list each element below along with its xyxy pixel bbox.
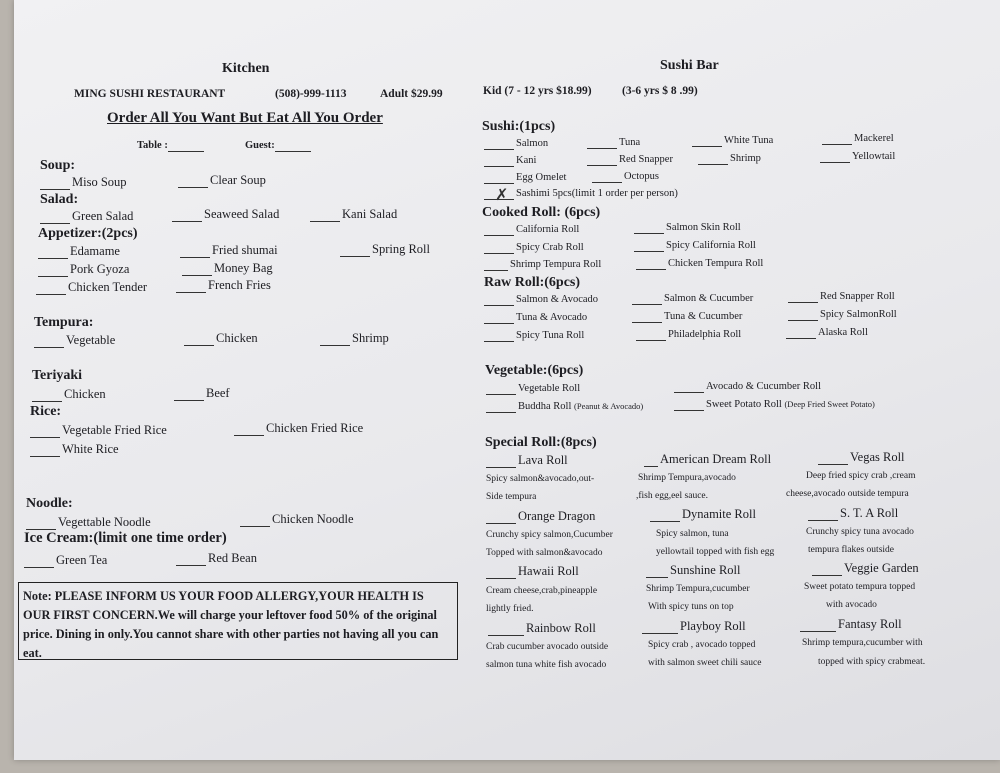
menu-item-dynamite-roll[interactable]: Dynamite Roll [650, 507, 756, 522]
buddha-roll-note: (Peanut & Avocado) [574, 401, 644, 411]
playboy-roll-desc: Spicy crab , avocado topped [648, 640, 756, 650]
menu-item-edamame[interactable]: Edamame [38, 244, 120, 259]
menu-item-octopus[interactable]: Octopus [592, 170, 659, 183]
lava-roll-desc-2: Side tempura [486, 492, 537, 502]
menu-item-vegetable-tempura[interactable]: Vegetable [34, 333, 115, 348]
menu-item-hawaii-roll[interactable]: Hawaii Roll [486, 564, 579, 579]
menu-item-vegetable-roll[interactable]: Vegetable Roll [486, 382, 580, 395]
menu-item-tuna-avocado[interactable]: Tuna & Avocado [484, 311, 587, 324]
menu-item-sunshine-roll[interactable]: Sunshine Roll [646, 563, 741, 578]
menu-item-orange-dragon[interactable]: Orange Dragon [486, 509, 595, 524]
hawaii-roll-desc: Cream cheese,crab,pineapple [486, 586, 598, 596]
check-mark-icon: ✗ [495, 187, 509, 204]
menu-item-spicy-salmon-roll[interactable]: Spicy SalmonRoll [788, 308, 897, 321]
guest-field[interactable] [245, 139, 313, 152]
kitchen-title: Kitchen [222, 61, 270, 76]
menu-item-vegetable-fried-rice[interactable]: Vegetable Fried Rice [30, 423, 167, 438]
menu-item-clear-soup[interactable]: Clear Soup [178, 173, 266, 188]
veggie-garden-desc-2: with avocado [826, 600, 877, 610]
lava-roll-desc: Spicy salmon&avocado,out- [486, 474, 595, 484]
menu-item-red-snapper-sushi[interactable]: Red Snapper [587, 153, 673, 166]
menu-item-vegas-roll[interactable]: Vegas Roll [818, 450, 905, 465]
menu-item-salmon-skin-roll[interactable]: Salmon Skin Roll [634, 221, 741, 234]
menu-item-california-roll[interactable]: California Roll [484, 223, 579, 236]
menu-item-chicken-fried-rice[interactable]: Chicken Fried Rice [234, 421, 363, 436]
menu-item-sashimi[interactable]: Sashimi 5pcs(limit 1 order per person) [484, 187, 678, 200]
menu-item-sta-roll[interactable]: S. T. A Roll [808, 506, 898, 521]
rice-heading: Rice: [30, 404, 62, 419]
menu-item-shrimp-sushi[interactable]: Shrimp [698, 152, 761, 165]
menu-item-shrimp-tempura-roll[interactable]: Shrimp Tempura Roll [484, 258, 601, 271]
menu-item-salmon-cucumber[interactable]: Salmon & Cucumber [632, 292, 753, 305]
allergy-note: Note: PLEASE INFORM US YOUR FOOD ALLERGY,YOUR HEALTH IS OUR FIRST CONCERN.We will charge your leftover food 50% of the original price. Dining in only.You cannot share with other parties not having all you can eat. [18, 582, 458, 660]
vegas-roll-desc: Deep fried spicy crab ,cream [806, 471, 916, 481]
menu-item-green-tea[interactable]: Green Tea [24, 553, 107, 568]
menu-item-vegettable-noodle[interactable]: Vegettable Noodle [26, 515, 151, 530]
sushi-heading: Sushi:(1pcs) [482, 119, 556, 134]
hawaii-roll-desc-2: lightly fried. [486, 604, 534, 614]
dynamite-roll-desc-2: yellowtail topped with fish egg [656, 547, 775, 557]
menu-item-chicken-tempura[interactable]: Chicken [184, 331, 258, 346]
sunshine-roll-desc: Shrimp Tempura,cucumber [646, 584, 750, 594]
sushi-bar-title: Sushi Bar [660, 58, 719, 73]
sweet-potato-roll-note: (Deep Fried Sweet Potato) [784, 399, 875, 409]
menu-item-mackerel-sushi[interactable]: Mackerel [822, 132, 894, 145]
menu-item-veggie-garden[interactable]: Veggie Garden [812, 561, 919, 576]
menu-item-chicken-tender[interactable]: Chicken Tender [36, 280, 147, 295]
vegas-roll-desc-2: cheese,avocado outside tempura [786, 489, 909, 499]
menu-item-white-tuna-sushi[interactable]: White Tuna [692, 134, 773, 147]
menu-item-alaska-roll[interactable]: Alaska Roll [786, 326, 868, 339]
orange-dragon-desc-2: Topped with salmon&avocado [486, 548, 603, 558]
menu-item-shrimp-tempura[interactable]: Shrimp [320, 331, 389, 346]
table-blank[interactable] [168, 140, 204, 152]
slogan: Order All You Want But Eat All You Order [107, 110, 383, 126]
menu-item-american-dream-roll[interactable]: American Dream Roll [644, 452, 771, 467]
menu-item-spicy-tuna-roll[interactable]: Spicy Tuna Roll [484, 329, 584, 342]
menu-item-green-salad[interactable]: Green Salad [40, 209, 133, 224]
rainbow-roll-desc-2: salmon tuna white fish avocado [486, 660, 607, 670]
guest-blank[interactable] [275, 140, 311, 152]
menu-item-fried-shumai[interactable]: Fried shumai [180, 243, 278, 258]
menu-item-philadelphia-roll[interactable]: Philadelphia Roll [636, 328, 741, 341]
tempura-heading: Tempura: [34, 315, 94, 330]
menu-item-money-bag[interactable]: Money Bag [182, 261, 273, 276]
menu-item-playboy-roll[interactable]: Playboy Roll [642, 619, 746, 634]
menu-item-yellowtail-sushi[interactable]: Yellowtail [820, 150, 895, 163]
vegetable-heading: Vegetable:(6pcs) [485, 363, 584, 378]
table-label: Table : [137, 140, 168, 151]
menu-item-seaweed-salad[interactable]: Seaweed Salad [172, 207, 279, 222]
menu-item-kani-sushi[interactable]: Kani [484, 154, 536, 167]
menu-item-white-rice[interactable]: White Rice [30, 442, 119, 457]
fantasy-roll-desc: Shrimp tempura,cucumber with [802, 638, 923, 648]
adult-price: Adult $29.99 [380, 88, 443, 100]
rainbow-roll-desc: Crab cucumber avocado outside [486, 642, 609, 652]
menu-item-kani-salad[interactable]: Kani Salad [310, 207, 397, 222]
appetizer-heading: Appetizer:(2pcs) [38, 226, 138, 241]
playboy-roll-desc-2: with salmon sweet chili sauce [648, 658, 762, 668]
menu-item-rainbow-roll[interactable]: Rainbow Roll [488, 621, 596, 636]
cooked-roll-heading: Cooked Roll: (6pcs) [482, 205, 601, 220]
menu-item-spicy-crab-roll[interactable]: Spicy Crab Roll [484, 241, 584, 254]
guest-label: Guest: [245, 140, 275, 151]
sta-roll-desc-2: tempura flakes outside [808, 545, 895, 555]
noodle-heading: Noodle: [26, 496, 73, 511]
menu-item-red-bean[interactable]: Red Bean [176, 551, 257, 566]
raw-roll-heading: Raw Roll:(6pcs) [484, 275, 581, 290]
american-dream-roll-desc-2: ,fish egg,eel sauce. [636, 491, 709, 501]
menu-item-egg-omelet[interactable]: Egg Omelet [484, 171, 566, 184]
menu-item-red-snapper-roll[interactable]: Red Snapper Roll [788, 290, 895, 303]
menu-item-chicken-tempura-roll[interactable]: Chicken Tempura Roll [636, 257, 763, 270]
orange-dragon-desc: Crunchy spicy salmon,Cucumber [486, 530, 613, 540]
menu-item-tuna-sushi[interactable]: Tuna [587, 136, 640, 149]
small-kid-price: (3-6 yrs $ 8 .99) [622, 85, 698, 97]
kid-price: Kid (7 - 12 yrs $18.99) [483, 85, 592, 97]
menu-item-sweet-potato-roll[interactable]: Sweet Potato Roll (Deep Fried Sweet Potato) [674, 398, 875, 411]
menu-item-chicken-teriyaki[interactable]: Chicken [32, 387, 106, 402]
menu-item-chicken-noodle[interactable]: Chicken Noodle [240, 512, 354, 527]
menu-item-buddha-roll[interactable]: Buddha Roll (Peanut & Avocado) [486, 400, 643, 413]
menu-item-tuna-cucumber[interactable]: Tuna & Cucumber [632, 310, 742, 323]
menu-item-pork-gyoza[interactable]: Pork Gyoza [38, 262, 129, 277]
special-roll-heading: Special Roll:(8pcs) [485, 435, 597, 450]
ice-cream-heading: Ice Cream:(limit one time order) [24, 530, 227, 546]
menu-item-beef-teriyaki[interactable]: Beef [174, 386, 230, 401]
menu-item-miso-soup[interactable]: Miso Soup [40, 175, 127, 190]
menu-item-spring-roll[interactable]: Spring Roll [340, 242, 430, 257]
teriyaki-heading: Teriyaki [32, 368, 83, 383]
restaurant-name: MING SUSHI RESTAURANT [74, 88, 226, 100]
menu-item-spicy-california-roll[interactable]: Spicy California Roll [634, 239, 756, 252]
menu-item-salmon-sushi[interactable]: Salmon [484, 137, 548, 150]
menu-item-salmon-avocado[interactable]: Salmon & Avocado [484, 293, 598, 306]
sta-roll-desc: Crunchy spicy tuna avocado [806, 527, 914, 537]
menu-item-fantasy-roll[interactable]: Fantasy Roll [800, 617, 902, 632]
menu-item-french-fries[interactable]: French Fries [176, 278, 271, 293]
fantasy-roll-desc-2: topped with spicy crabmeat. [818, 657, 926, 667]
menu-item-avocado-cucumber-roll[interactable]: Avocado & Cucumber Roll [674, 380, 821, 393]
salad-heading: Salad: [40, 192, 79, 207]
american-dream-roll-desc: Shrimp Tempura,avocado [638, 473, 736, 483]
table-field[interactable] [137, 139, 206, 152]
phone-number: (508)-999-1113 [275, 88, 347, 100]
sunshine-roll-desc-2: With spicy tuns on top [648, 602, 734, 612]
dynamite-roll-desc: Spicy salmon, tuna [656, 529, 729, 539]
menu-item-lava-roll[interactable]: Lava Roll [486, 453, 568, 468]
veggie-garden-desc: Sweet potato tempura topped [804, 582, 916, 592]
soup-heading: Soup: [40, 158, 76, 173]
